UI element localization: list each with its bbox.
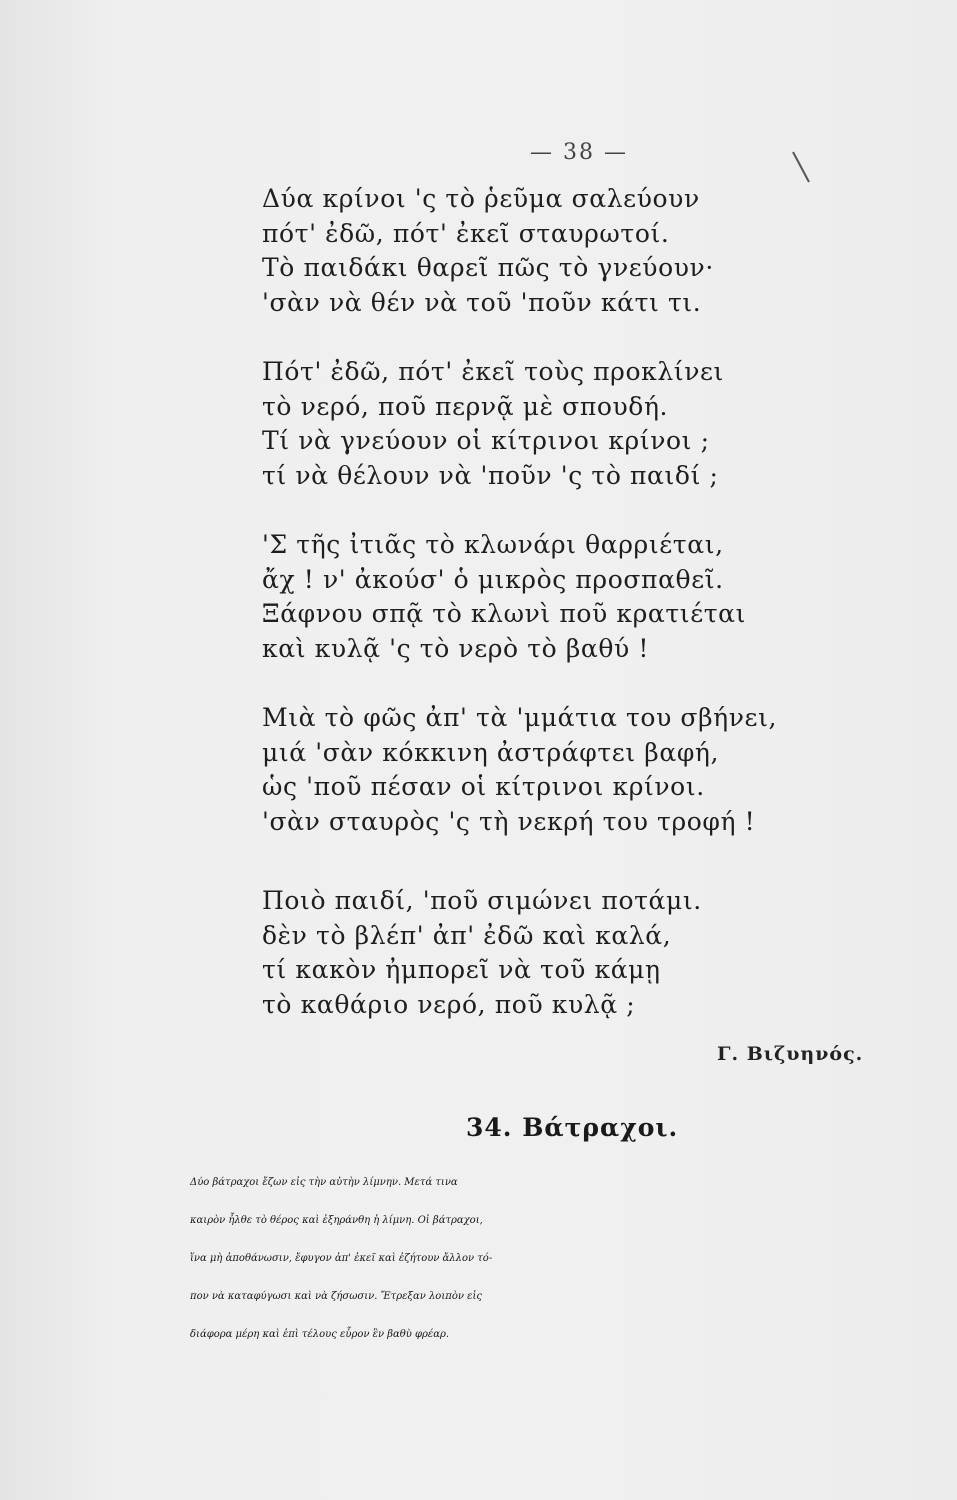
verse-line: τὸ νερό, ποῦ περνᾷ μὲ σπουδή.	[262, 391, 669, 421]
prose-line: διάφορα μέρη καὶ ἐπὶ τέλους εὗρον ἓν βαθὺ φρέαρ.	[190, 1329, 450, 1340]
verse-line: Μιὰ τὸ φῶς ἀπ' τὰ 'μμάτια του σβήνει,	[262, 703, 778, 732]
verse-line: μιά 'σὰν κόκκινη ἀστράφτει βαφή,	[262, 737, 720, 767]
verse-line: Τὸ παιδάκι θαρεῖ πῶς τὸ γνεύουν·	[262, 253, 714, 282]
verse-line: Δύα κρίνοι 'ς τὸ ῥεῦμα σαλεύουν	[262, 184, 700, 213]
verse-line: τί νὰ θέλουν νὰ 'ποῦν 'ς τὸ παιδί ;	[262, 460, 719, 490]
verse-line: 'σὰν σταυρὸς 'ς τὴ νεκρή του τροφή !	[262, 806, 756, 836]
verse-line: τὸ καθάριο νερό, ποῦ κυλᾷ ;	[262, 989, 636, 1019]
prose-line: ἵνα μὴ ἀποθάνωσιν, ἔφυγον ἀπ' ἐκεῖ καὶ ἐζήτουν ἄλλον τό-	[190, 1253, 493, 1264]
verse-line: καὶ κυλᾷ 'ς τὸ νερὸ τὸ βαθύ !	[262, 633, 650, 663]
verse-line: πότ' ἐδῶ, πότ' ἐκεῖ σταυρωτοί.	[262, 218, 670, 248]
poem-stanza-2	[262, 355, 724, 493]
verse-line: 'Σ τῆς ἰτιᾶς τὸ κλωνάρι θαρριέται,	[262, 530, 724, 559]
prose-line: Δύο βάτραχοι ἔζων εἰς τὴν αὐτὴν λίμνην. Μετά τινα	[190, 1177, 458, 1188]
poem-stanza-1	[262, 182, 714, 320]
page-number: — 38 —	[530, 140, 628, 165]
verse-line: Ποιὸ παιδί, 'ποῦ σιμώνει ποτάμι.	[262, 886, 702, 915]
verse-line: Πότ' ἐδῶ, πότ' ἐκεῖ τοὺς προκλίνει	[262, 357, 724, 386]
prose-line: πον νὰ καταφύγωσι καὶ νὰ ζήσωσιν. Ἔτρεξαν λοιπὸν εἰς	[190, 1291, 482, 1302]
verse-line: δὲν τὸ βλέπ' ἀπ' ἐδῶ καὶ καλά,	[262, 920, 672, 950]
verse-line: ἄχ ! ν' ἀκούσ' ὁ μικρὸς προσπαθεῖ.	[262, 564, 724, 594]
poem-stanza-4	[262, 701, 777, 839]
verse-line: Ξάφνου σπᾷ τὸ κλωνὶ ποῦ κρατιέται	[262, 599, 747, 628]
prose-line: καιρὸν ἦλθε τὸ θέρος καὶ ἐξηράνθη ἡ λίμνη. Οἱ βάτραχοι,	[190, 1215, 483, 1226]
verse-line: 'σὰν νὰ θέν νὰ τοῦ 'ποῦν κάτι τι.	[262, 287, 702, 317]
poem-stanza-5	[262, 884, 702, 1022]
verse-line: ὡς 'ποῦ πέσαν οἱ κίτρινοι κρίνοι.	[262, 772, 705, 801]
margin-pencil-mark	[792, 152, 810, 183]
poem-stanza-3	[262, 528, 746, 666]
section-title: 34. Βάτραχοι.	[466, 1113, 679, 1142]
verse-line: Τί νὰ γνεύουν οἱ κίτρινοι κρίνοι ;	[262, 426, 710, 455]
section-prose	[190, 1164, 957, 1354]
verse-line: τί κακὸν ἠμπορεῖ νὰ τοῦ κάμῃ	[262, 955, 661, 984]
poem-author: Γ. Βιζυηνός.	[717, 1043, 864, 1065]
